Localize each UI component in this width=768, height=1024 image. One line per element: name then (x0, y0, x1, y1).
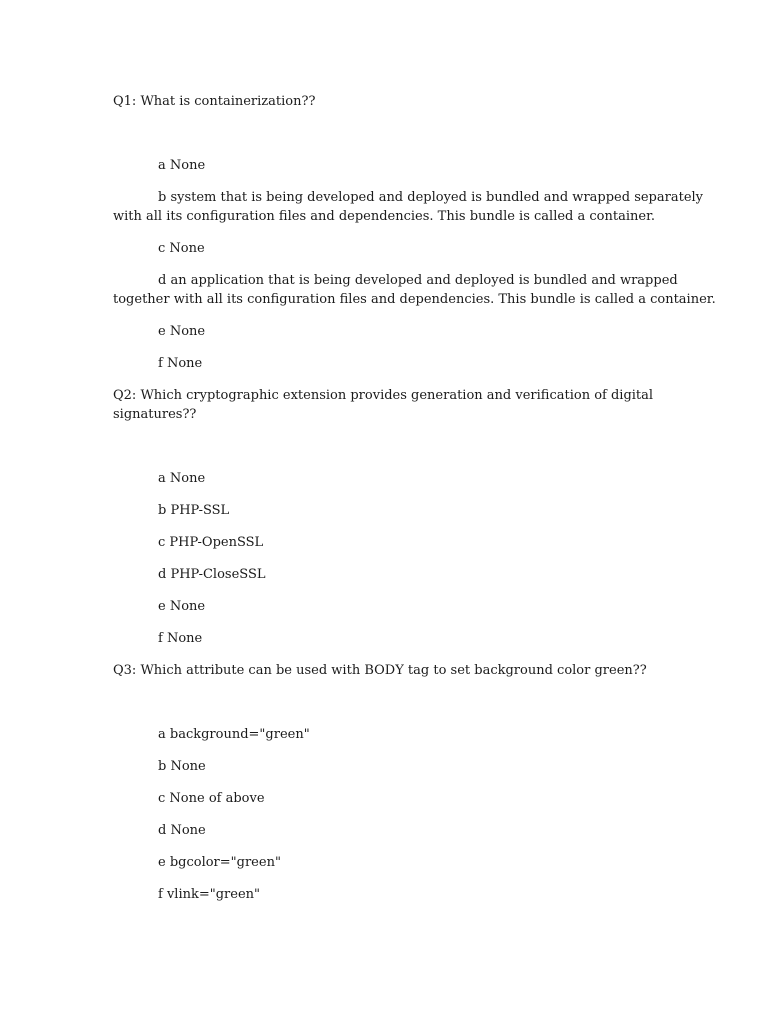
question-3-option-e: e bgcolor="green" (158, 855, 281, 870)
question-2-option-f: f None (158, 631, 203, 646)
question-1-option-f: f None (158, 356, 203, 371)
question-3-option-d: d None (158, 823, 206, 838)
question-1-option-b-continued: with all its configuration files and dependencies. This bundle is called a container. (113, 209, 655, 224)
question-2-text-continued: signatures?? (113, 407, 197, 422)
question-1-option-b: b system that is being developed and deployed is bundled and wrapped separately (158, 190, 704, 205)
question-1-option-a: a None (158, 158, 206, 173)
question-1-option-d: d an application that is being developed and deployed is bundled and wrapped (158, 273, 678, 288)
question-3-text: Q3: Which attribute can be used with BODY tag to set background color green?? (113, 663, 647, 678)
question-2-option-b: b PHP-SSL (158, 503, 230, 518)
question-1-option-e: e None (158, 324, 206, 339)
question-3-option-a: a background="green" (158, 727, 310, 742)
question-2-text: Q2: Which cryptographic extension provides generation and verification of digital (113, 388, 654, 403)
question-3-option-f: f vlink="green" (158, 887, 261, 902)
question-2-option-c: c PHP-OpenSSL (158, 535, 264, 550)
question-3-option-b: b None (158, 759, 206, 774)
question-1-option-d-continued: together with all its configuration files and dependencies. This bundle is called a container. (113, 292, 716, 307)
question-2-option-d: d PHP-CloseSSL (158, 567, 266, 582)
question-1-text: Q1: What is containerization?? (113, 94, 316, 109)
question-2-option-a: a None (158, 471, 206, 486)
question-2-option-e: e None (158, 599, 206, 614)
question-3-option-c: c None of above (158, 791, 265, 806)
question-1-option-c: c None (158, 241, 205, 256)
